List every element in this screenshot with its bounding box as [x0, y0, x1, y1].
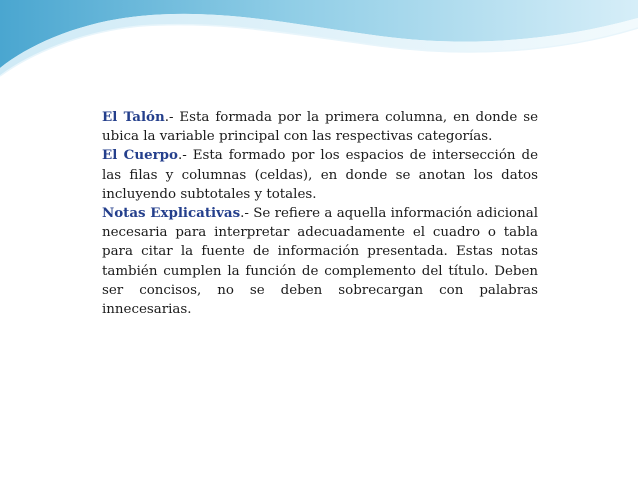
paragraph-notas [102, 204, 538, 319]
header-wave-decoration [0, 0, 638, 80]
term-cuerpo: El Cuerpo [102, 147, 178, 164]
term-talon: El Talón [102, 109, 165, 125]
paragraph-cuerpo [102, 146, 538, 204]
term-notas-explicativas: Notas Explicativas [102, 205, 241, 222]
definition-cuerpo: .- Esta formado por los espacios de intersección de las filas y columnas (celdas), en donde se anotan los datos incluyendo subtotales y totales. [102, 148, 538, 202]
definition-talon: .- Esta formada por la primera columna, en donde se ubica la variable principal con las respectivas categorías. [102, 110, 538, 145]
definition-notas-explicativas: .- Se refiere a aquella información adicional necesaria para interpretar adecuadamente el cuadro o tabla para citar la fuente de información presentada. Estas notas también cumplen la función de complemento del título. Deben ser concisos, no se deben sobrecargan con palabras innecesarias. [102, 206, 538, 318]
paragraph-talon [102, 108, 538, 146]
text-body [102, 108, 538, 319]
